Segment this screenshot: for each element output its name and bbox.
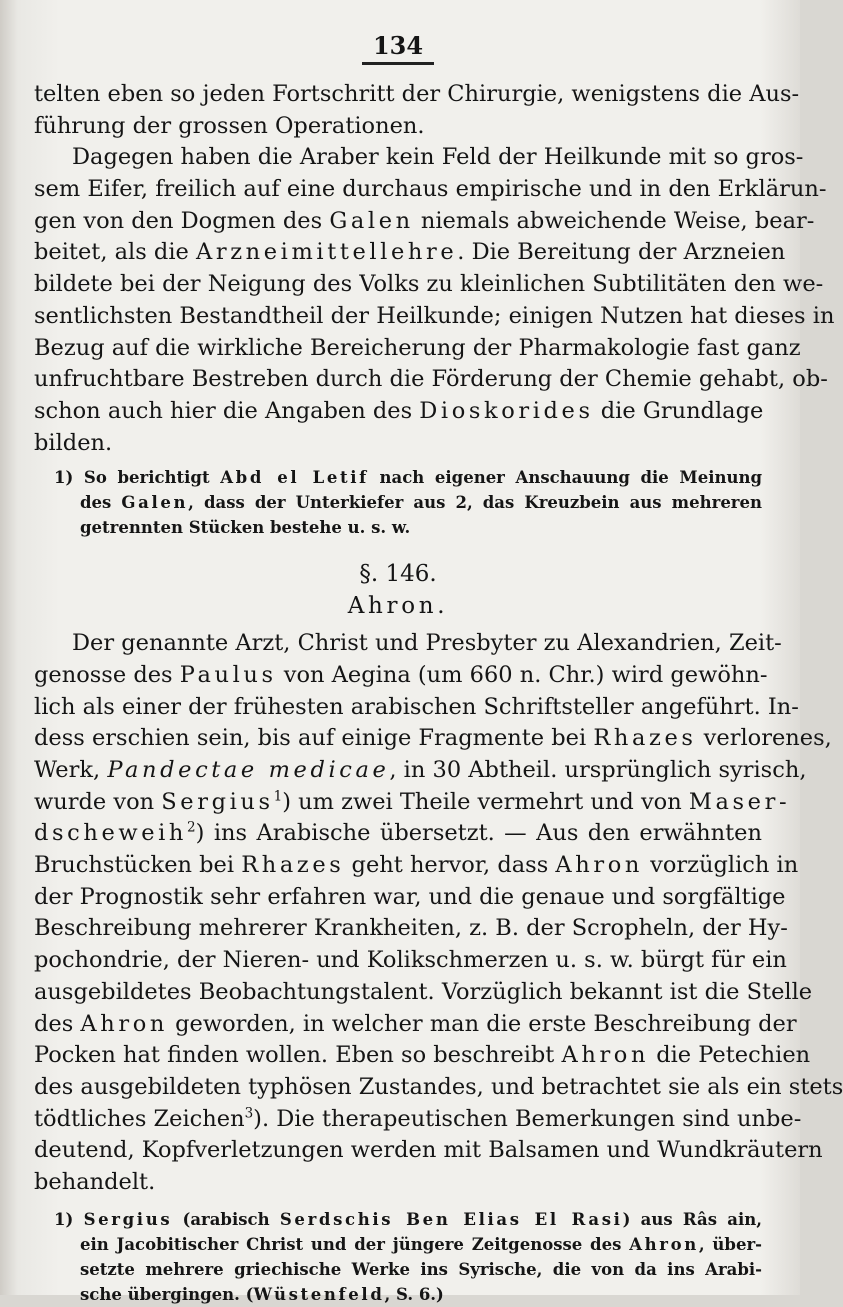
text-line: ausgebildetes Beobachtungstalent. Vorzüglich bekannt ist die Stelle — [34, 978, 813, 1005]
paragraph-ahron — [34, 628, 843, 1198]
text-line: bilden. — [34, 429, 113, 456]
text-line: Pocken hat finden wollen. Eben so beschreibt Ahron die Petechien — [34, 1042, 811, 1069]
text-line: sem Eifer, freilich auf eine durchaus empirische und in den Erklärun- — [34, 176, 827, 203]
name-dioskorides: Dioskorides — [419, 397, 594, 424]
footnote-line: setzte mehrere griechische Werke ins Syrische, die von da ins Arabi- — [80, 1259, 762, 1279]
text-line: pochondrie, der Nieren- und Kolikschmerzen u. s. w. bürgt für ein — [34, 947, 787, 974]
paragraph-surgery — [34, 79, 800, 142]
text-line: telten eben so jeden Fortschritt der Chirurgie, wenigstens die Aus- — [34, 81, 800, 107]
footnote-line: des Galen, dass der Unterkiefer aus 2, das Kreuzbein aus mehreren — [80, 493, 762, 513]
footnote-sergius — [34, 1207, 762, 1307]
text-line: Beschreibung mehrerer Krankheiten, z. B. der Scropheln, der Hy- — [34, 915, 788, 942]
text-line: lich als einer der frühesten arabischen Schriftsteller angeführt. In- — [34, 693, 799, 720]
text-line: Werk, Pandectae medicae, in 30 Abtheil. ursprünglich syrisch, — [34, 757, 807, 783]
footnote-ref: 2 — [187, 819, 196, 836]
footnote-line: ein Jacobitischer Christ und der jüngere Zeitgenosse des Ahron, über- — [80, 1234, 762, 1254]
text-line: Bezug auf die wirkliche Bereicherung der Pharmakologie fast ganz — [34, 334, 801, 361]
header-rule — [362, 62, 434, 65]
text-line: bildete bei der Neigung des Volks zu kleinlichen Subtilitäten den we- — [34, 271, 824, 298]
text-line: gen von den Dogmen des Galen niemals abweichende Weise, bear- — [34, 207, 815, 234]
name-galen: Galen — [329, 207, 414, 234]
term-arzneimittellehre: Arzneimittellehre — [196, 239, 458, 266]
text-line: sentlichsten Bestandtheil der Heilkunde; einigen Nutzen hat dieses in — [34, 302, 835, 329]
footnote-ref: 3 — [244, 1105, 254, 1122]
text-line: wurde von Sergius$^1$) um zwei Theile vermehrt und von Maser- — [34, 788, 791, 815]
text-line: Bruchstücken bei Rhazes geht hervor, dass Ahron vorzüglich in — [34, 852, 799, 879]
work-title: Pandectae medicae — [107, 757, 390, 783]
text-line: unfruchtbare Bestreben durch die Förderung der Chemie gehabt, ob- — [34, 366, 828, 393]
text-line: schon auch hier die Angaben des Dioskorides die Grundlage — [34, 397, 764, 424]
text-line: führung der grossen Operationen. — [34, 112, 425, 139]
footnote-line: 1) Sergius (arabisch Serdschis Ben Elias El Rasi) aus Râs ain, — [54, 1209, 762, 1229]
text-line: tödtliches Zeichen$^3$). Die therapeutischen Bemerkungen sind unbe- — [34, 1105, 802, 1132]
text-line: Der genannte Arzt, Christ und Presbyter zu Alexandrien, Zeit- — [72, 630, 782, 657]
text-line: Dagegen haben die Araber kein Feld der Heilkunde mit so gros- — [72, 144, 804, 171]
page-number: 134 — [372, 31, 424, 60]
text-line: beitet, als die Arzneimittellehre. Die Bereitung der Arzneien — [34, 239, 786, 266]
text-line: dess erschien sein, bis auf einige Fragmente bei Rhazes verlorenes, — [34, 725, 832, 752]
footnote-line: 1) So berichtigt Abd el Letif nach eigener Anschauung die Meinung — [54, 468, 762, 488]
text-line: der Prognostik sehr erfahren war, und die genaue und sorgfältige — [34, 883, 786, 910]
paragraph-pharmacology — [34, 142, 835, 459]
footnote-line: sche übergingen. (Wüstenfeld, S. 6.) — [80, 1284, 444, 1304]
section-title: Ahron. — [347, 593, 449, 620]
footnote-line: getrennten Stücken bestehe u. s. w. — [80, 518, 411, 538]
text-line: deutend, Kopfverletzungen werden mit Balsamen und Wundkräutern — [34, 1137, 823, 1164]
section-heading — [34, 558, 762, 622]
text-line: genosse des Paulus von Aegina (um 660 n. Chr.) wird gewöhn- — [34, 661, 768, 688]
text-line: dscheweih$^2$) ins Arabische übersetzt. — Aus den erwähnten — [34, 819, 762, 847]
footnote-ref: 1 — [273, 788, 283, 805]
text-line: des Ahron geworden, in welcher man die erste Beschreibung der — [34, 1010, 797, 1037]
text-line: behandelt. — [34, 1168, 156, 1195]
section-number: §. 146. — [359, 561, 437, 588]
footnote-abd-el-letif — [34, 465, 762, 540]
text-line: des ausgebildeten typhösen Zustandes, und betrachtet sie als ein stets — [34, 1073, 843, 1100]
